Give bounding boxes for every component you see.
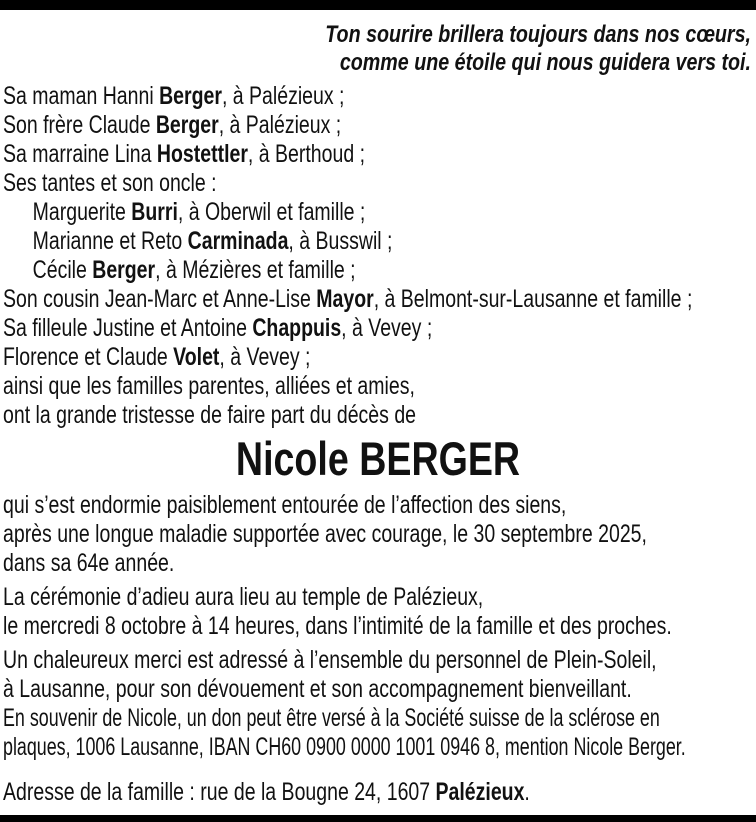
ceremony-paragraph [3,583,753,641]
family-line: Ses tantes et son oncle : [3,169,217,197]
family-line: Florence et Claude Volet, à Vevey ; [3,343,311,371]
paragraph-line: La cérémonie d’adieu aura lieu au temple de Palézieux, [3,583,484,611]
bottom-border [0,815,756,822]
epigraph [3,21,751,77]
family-line: Sa marraine Lina Hostettler, à Berthoud ; [3,140,366,168]
family-address-line: Adresse de la famille : rue de la Bougne 24, 1607 Palézieux. [3,778,530,806]
obituary-notice [0,21,756,807]
paragraph-line: dans sa 64e année. [3,549,175,577]
family-line: Cécile Berger, à Mézières et famille ; [32,256,356,284]
epigraph-line: Ton sourire brillera toujours dans nos cœurs, [325,21,751,48]
family-list [3,82,753,430]
epigraph-line: comme une étoile qui nous guidera vers toi. [339,49,751,76]
top-border [0,0,756,10]
paragraph-line: après une longue maladie supportée avec courage, le 30 septembre 2025, [3,520,647,548]
donation-line: plaques, 1006 Lausanne, IBAN CH60 0900 0000 1001 0946 8, mention Nicole Berger. [3,733,686,761]
family-line: Marianne et Reto Carminada, à Busswil ; [32,227,393,255]
family-line: Son frère Claude Berger, à Palézieux ; [3,111,342,139]
family-line: Sa maman Hanni Berger, à Palézieux ; [3,82,345,110]
family-line: Sa filleule Justine et Antoine Chappuis, à Vevey ; [3,314,433,342]
family-line: Son cousin Jean-Marc et Anne-Lise Mayor, à Belmont-sur-Lausanne et famille ; [3,285,693,313]
family-line: ont la grande tristesse de faire part du décès de [3,401,417,429]
family-line: ainsi que les familles parentes, alliées et amies, [3,372,415,400]
family-line: Marguerite Burri, à Oberwil et famille ; [32,198,366,226]
death-paragraph [3,491,753,578]
paragraph-line: Un chaleureux merci est adressé à l’ensemble du personnel de Plein-Soleil, [3,646,657,674]
thanks-paragraph [3,646,753,762]
paragraph-line: qui s’est endormie paisiblement entourée de l’affection des siens, [3,491,567,519]
paragraph-line: le mercredi 8 octobre à 14 heures, dans l’intimité de la famille et des proches. [3,612,672,640]
paragraph-line: à Lausanne, pour son dévouement et son accompagnement bienveillant. [3,675,632,703]
deceased-name: Nicole BERGER [235,432,521,485]
donation-line: En souvenir de Nicole, un don peut être versé à la Société suisse de la sclérose en [3,704,660,732]
